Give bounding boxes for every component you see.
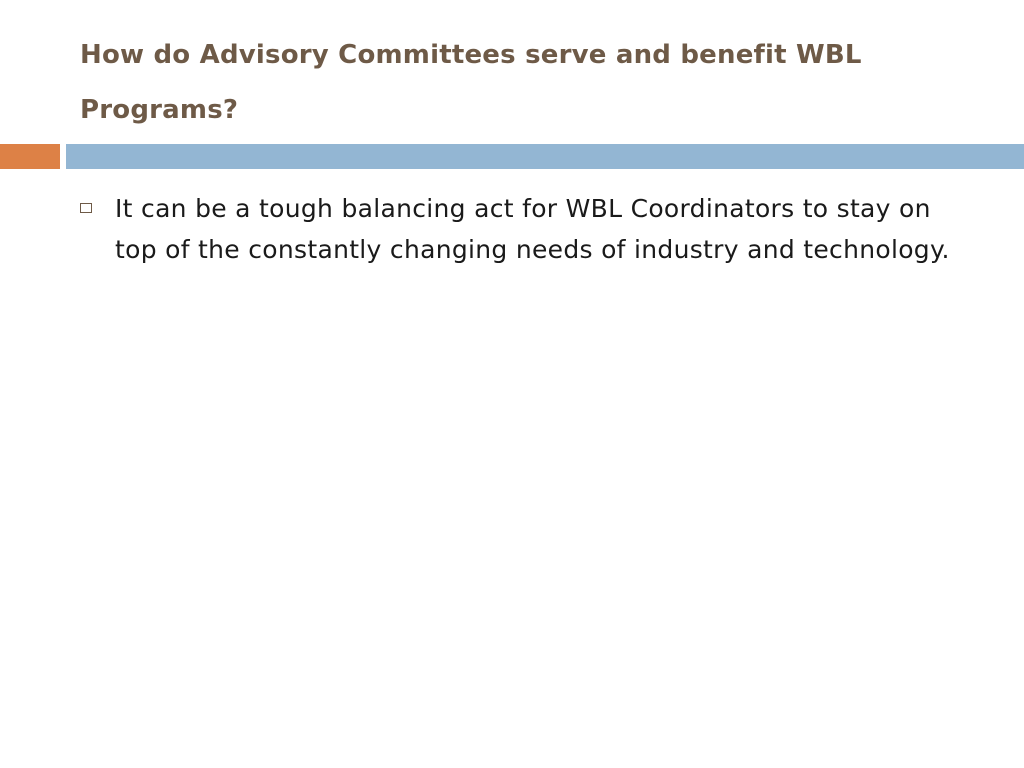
bullet-item	[80, 188, 960, 270]
bullet-list	[80, 188, 960, 270]
accent-band-blue	[66, 144, 1024, 169]
accent-band-orange	[0, 144, 60, 169]
hollow-square-bullet-icon	[80, 203, 92, 213]
bullet-text: It can be a tough balancing act for WBL Coordinators to stay on top of the constantly changing needs of industry and technology.	[115, 194, 950, 264]
slide-title: How do Advisory Committees serve and benefit WBL Programs?	[80, 40, 862, 125]
